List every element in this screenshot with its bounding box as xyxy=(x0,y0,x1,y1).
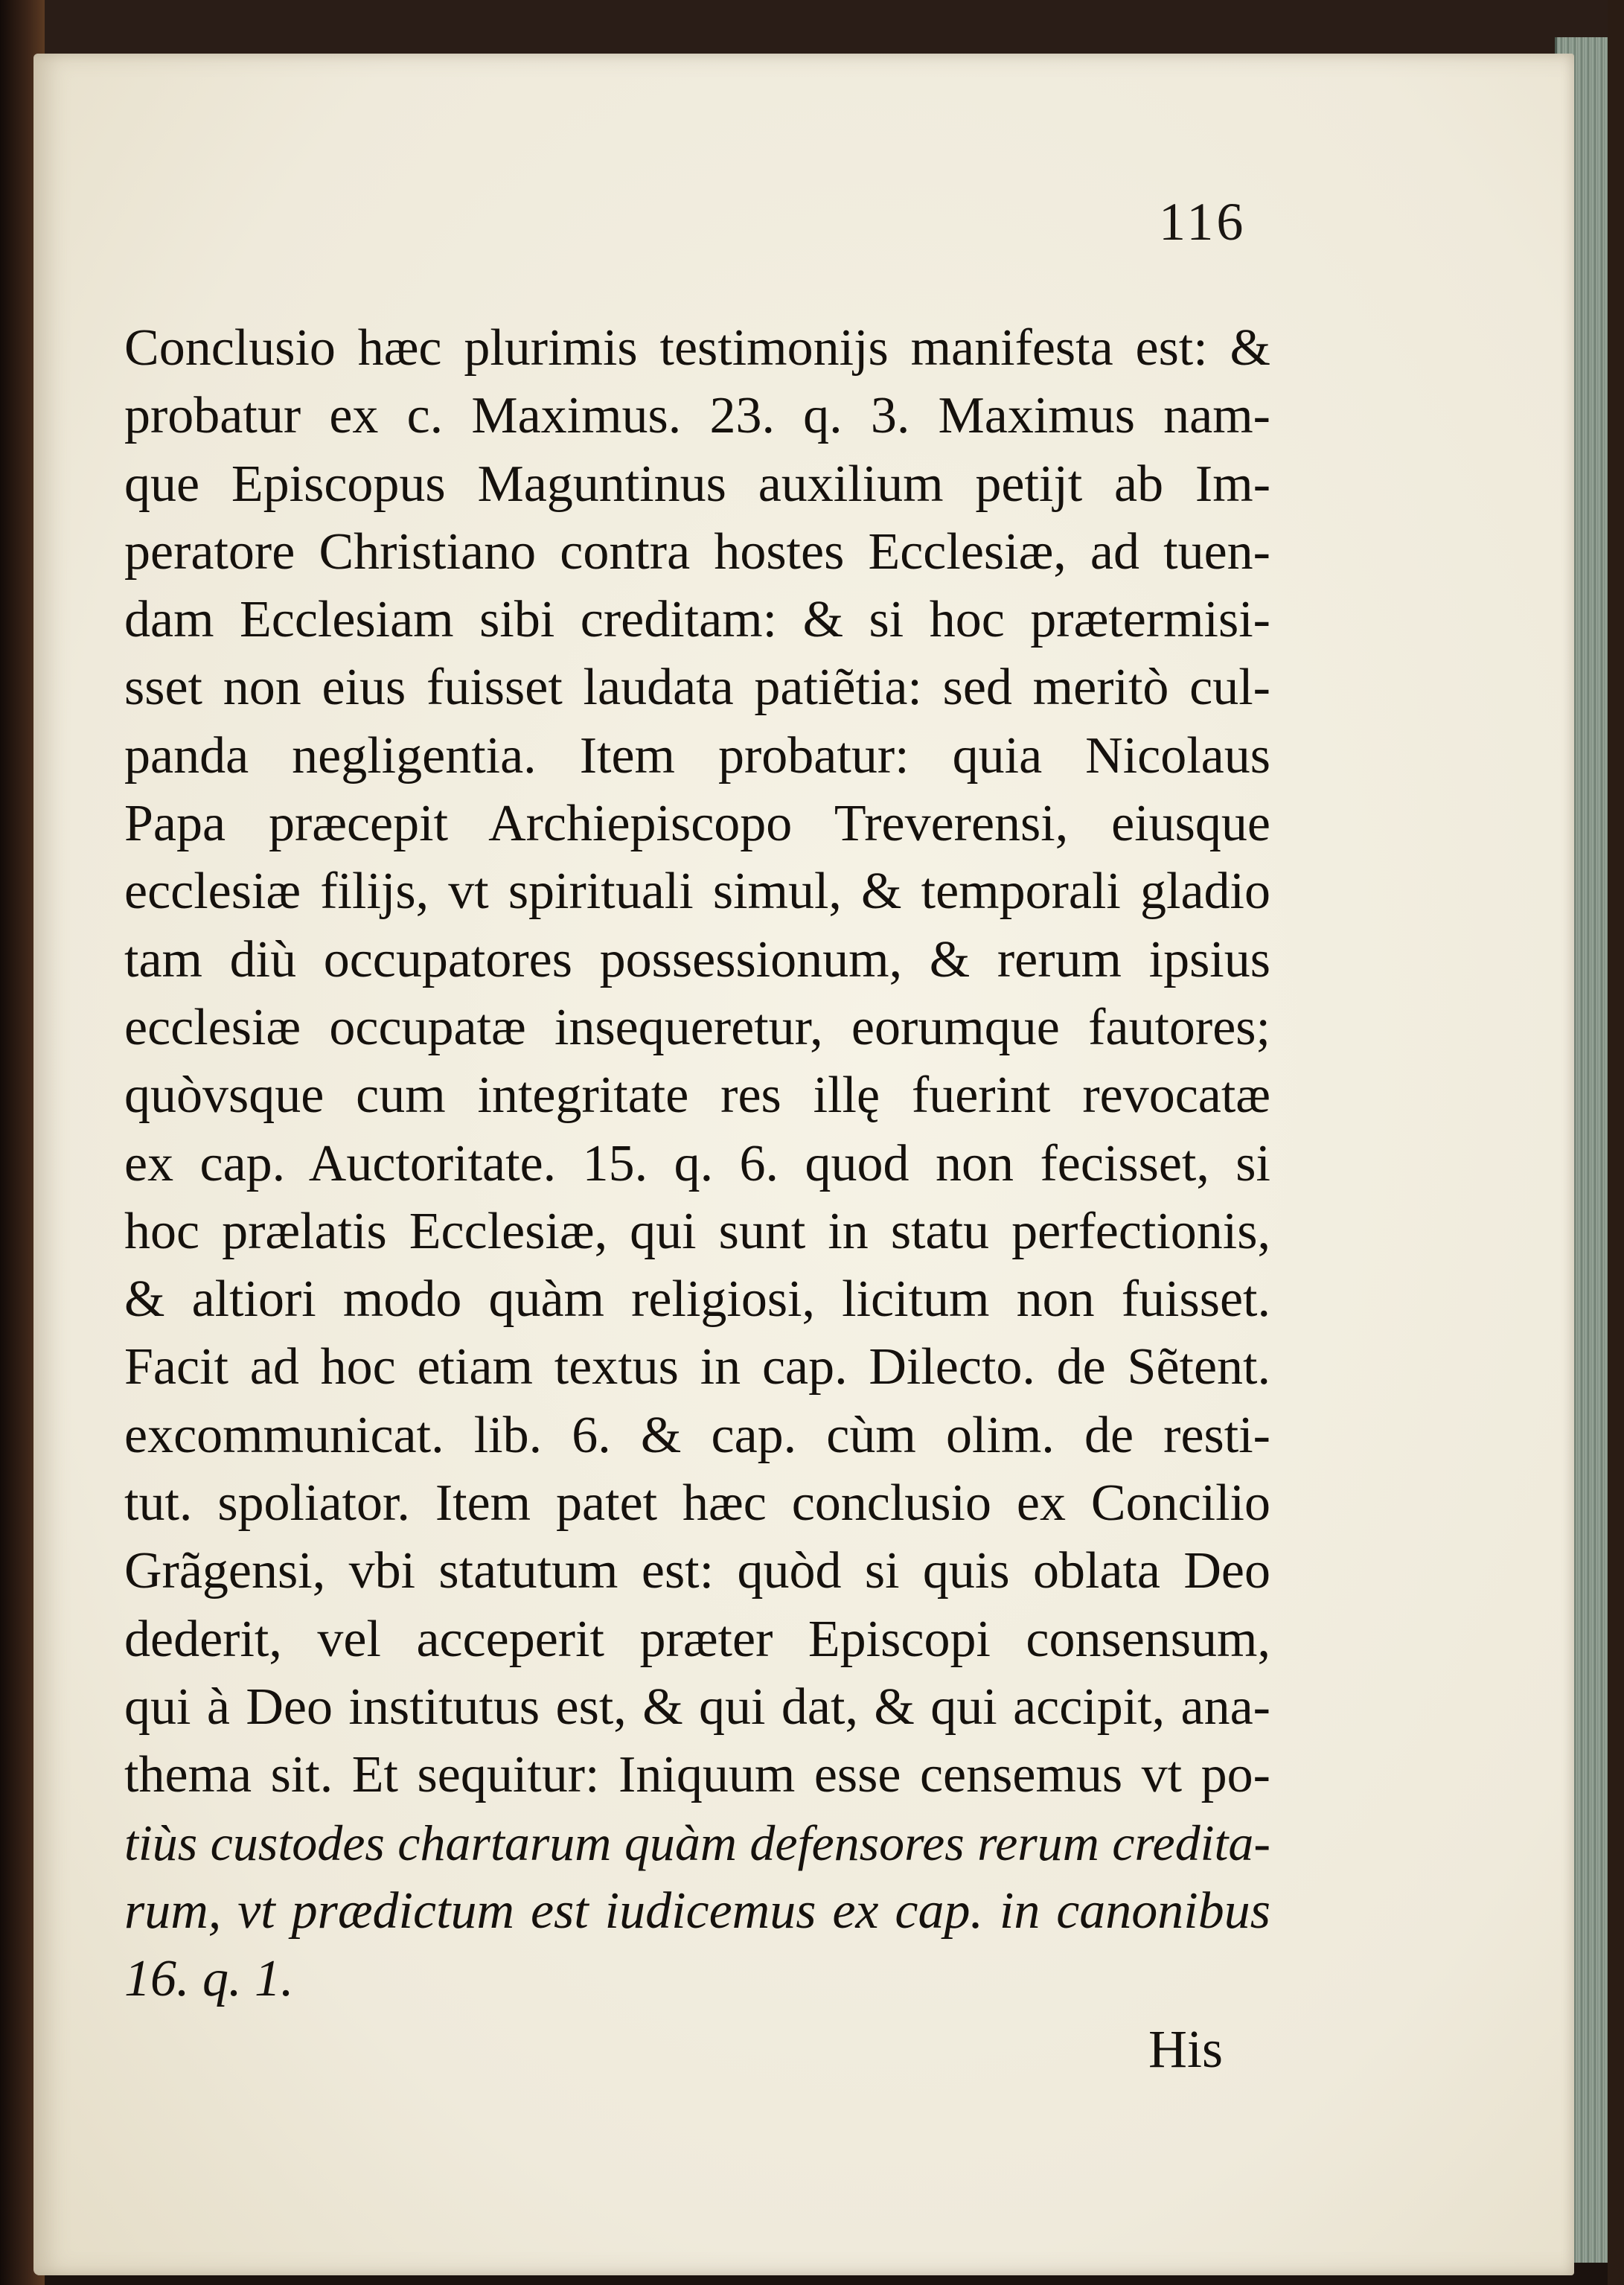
text-line: & altiori modo quàm religiosi, licitum non fuisset. xyxy=(124,1271,1270,1329)
text-line: hoc prælatis Ecclesiæ, qui sunt in statu perfectionis, xyxy=(124,1202,1270,1260)
text-line: dam Ecclesiam sibi creditam: & si hoc prætermisi- xyxy=(124,591,1270,649)
text-line: Grãgensi, vbi statutum est: quòd si quis oblata Deo xyxy=(124,1542,1270,1600)
text-line: 16. q. 1. xyxy=(124,1950,294,2008)
text-line: quòvsque cum integritate res illę fuerint revocatæ xyxy=(124,1067,1270,1125)
text-line: que Episcopus Maguntinus auxilium petijt ab Im- xyxy=(124,455,1270,513)
text-line: dederit, vel acceperit præter Episcopi consensum, xyxy=(124,1610,1270,1668)
text-line: tam diù occupatores possessionum, & rerum ipsius xyxy=(124,930,1270,988)
catchword: His xyxy=(1148,2019,1224,2079)
book-cover-right xyxy=(1608,0,1624,2285)
text-line: Papa præcepit Archiepiscopo Treverensi, eiusque xyxy=(124,795,1270,853)
text-line: ex cap. Auctoritate. 15. q. 6. quod non fecisset, si xyxy=(124,1134,1270,1192)
text-line: thema sit. Et sequitur: Iniquum esse censemus vt po- xyxy=(124,1746,1270,1804)
text-line: qui à Deo institutus est, & qui dat, & qui accipit, ana- xyxy=(124,1678,1270,1736)
text-line: Conclusio hæc plurimis testimonijs manifesta est: & xyxy=(124,319,1270,377)
page-number: 116 xyxy=(1159,192,1247,252)
text-line: tiùs custodes chartarum quàm defensores rerum credita- xyxy=(124,1814,1270,1871)
text-line: peratore Christiano contra hostes Ecclesiæ, ad tuen- xyxy=(124,522,1270,581)
text-line: ecclesiæ occupatæ insequeretur, eorumque fautores; xyxy=(124,998,1270,1056)
text-line: excommunicat. lib. 6. & cap. cùm olim. de resti- xyxy=(124,1406,1270,1464)
text-line: probatur ex c. Maximus. 23. q. 3. Maximus nam- xyxy=(124,387,1270,445)
text-line: panda negligentia. Item probatur: quia Nicolaus xyxy=(124,726,1270,784)
text-line: rum, vt prædictum est iudicemus ex cap. in canonibus xyxy=(124,1882,1270,1940)
text-line: sset non eius fuisset laudata patiẽtia: sed meritò cul- xyxy=(124,659,1270,717)
text-line: ecclesiæ filijs, vt spirituali simul, & temporali gladio xyxy=(124,863,1270,921)
body-text xyxy=(124,314,1270,2013)
text-line: Facit ad hoc etiam textus in cap. Dilecto. de Sẽtent. xyxy=(124,1338,1270,1396)
text-line: tut. spoliator. Item patet hæc conclusio ex Concilio xyxy=(124,1474,1270,1533)
book-page xyxy=(33,54,1574,2275)
